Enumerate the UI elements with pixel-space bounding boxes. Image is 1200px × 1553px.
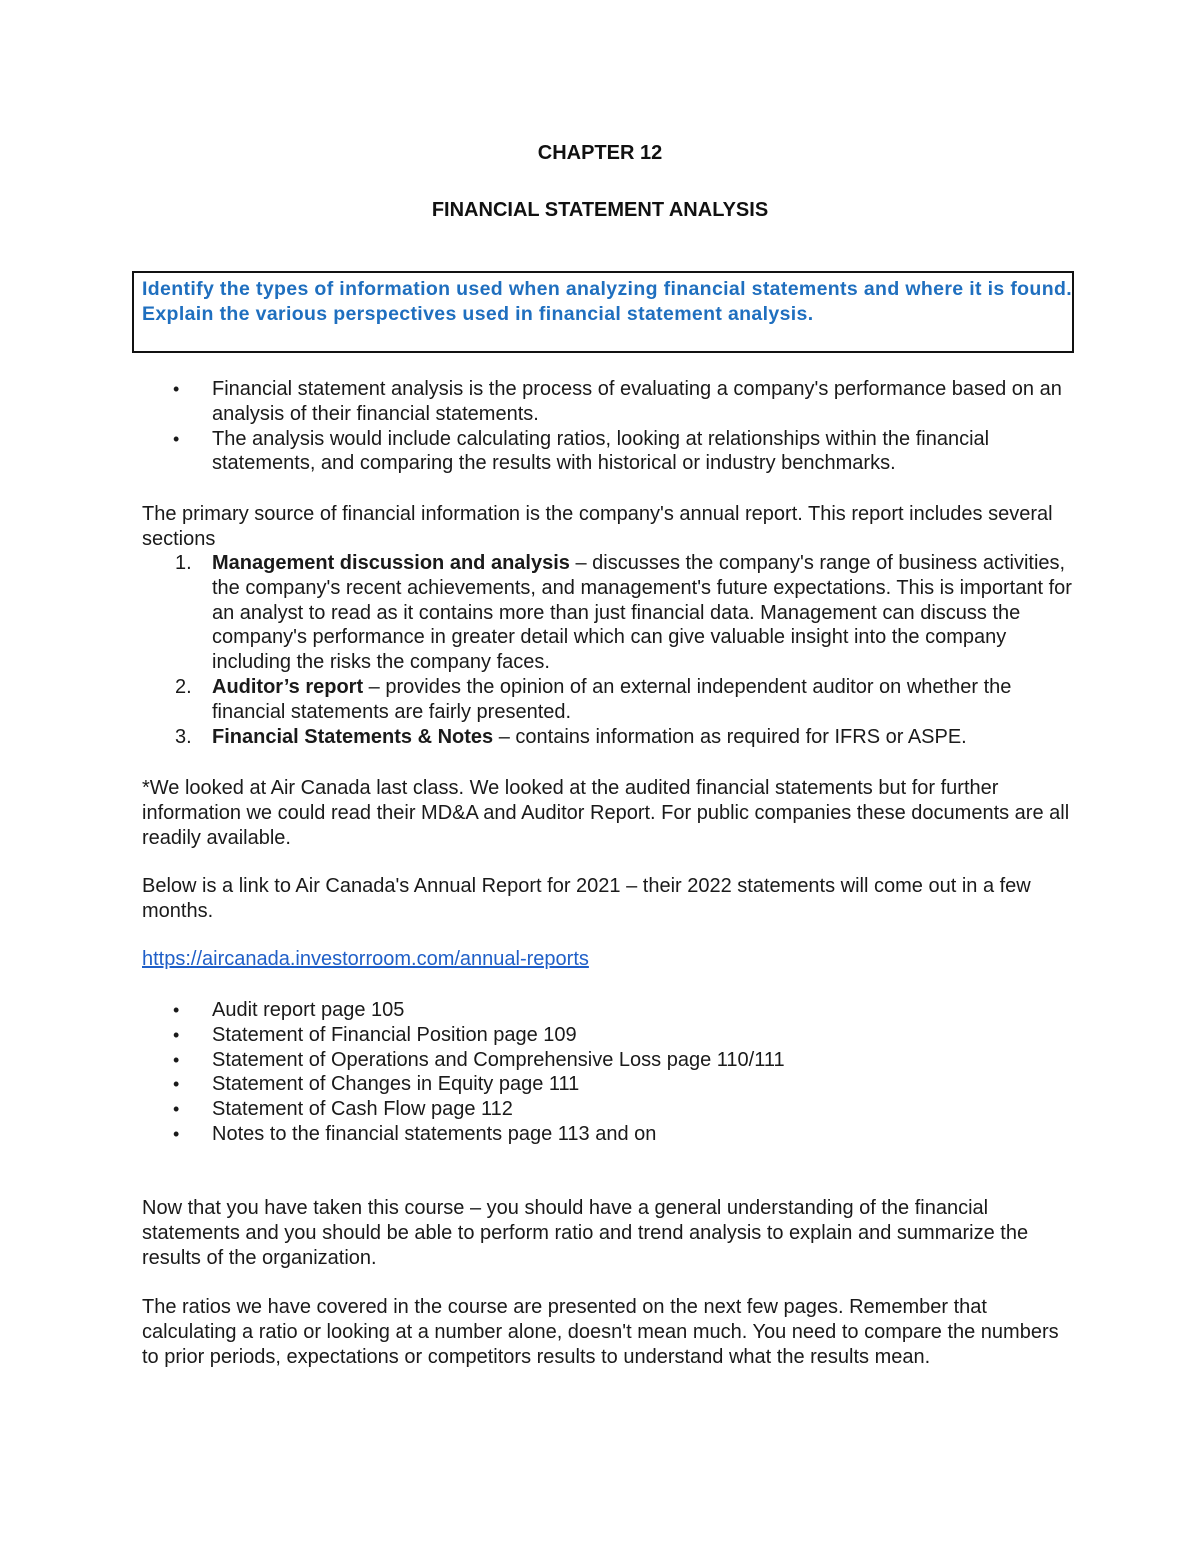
bullet-icon: •: [173, 428, 180, 449]
list-item: [142, 1023, 1072, 1048]
ratios-paragraph: The ratios we have covered in the course are presented on the next few pages. Remember that calculating a ratio or looking at a number alone, doesn't mean much. You need to compare the numbers to prior periods, expectations or competitors results to understand what the results mean.: [142, 1296, 1059, 1368]
bullet-icon: •: [173, 379, 180, 399]
annual-report-note: Below is a link to Air Canada's Annual Report for 2021 – their 2022 statements will come out in a few months.: [142, 875, 1031, 922]
list-item: [142, 1122, 1072, 1147]
list-item: [142, 725, 1072, 750]
list-item-text: Audit report page 105: [212, 999, 405, 1021]
section-description: – contains information as required for IFRS or ASPE.: [493, 725, 967, 748]
learning-objectives-box: [132, 271, 1074, 353]
list-item: [142, 551, 1072, 675]
list-number: 1.: [175, 552, 192, 574]
list-item-text: The analysis would include calculating ratios, looking at relationships within the financial statements, and comparing the results with historical or industry benchmarks.: [212, 427, 990, 475]
source-paragraph: The primary source of financial information is the company's annual report. This report includes several sections: [142, 503, 1053, 550]
learning-objective: Identify the types of information used when analyzing financial statements and where it is found.: [142, 278, 1072, 300]
bullet-icon: •: [173, 1099, 180, 1120]
bullet-icon: •: [173, 1074, 180, 1095]
chapter-heading: CHAPTER 12: [537, 142, 663, 164]
report-pages-list: [142, 998, 1072, 1147]
list-number: 3.: [175, 725, 192, 748]
section-description: – discusses the company's range of business activities, the company's recent achievements, and management's future expectations. This is important for an analyst to read as it contains more than just financial data. Management can discuss the company's performance in greater detail which can give valuable insight into the company including the risks the company faces.: [212, 552, 1072, 674]
list-item: [142, 1048, 1072, 1073]
list-item: [142, 427, 1072, 477]
list-item: [142, 675, 1072, 725]
section-term: Management discussion and analysis: [212, 552, 570, 574]
annual-reports-link[interactable]: https://aircanada.investorroom.com/annual-reports: [142, 948, 589, 970]
list-item-text: Financial statement analysis is the process of evaluating a company's performance based on an analysis of their financial statements.: [212, 378, 1062, 425]
bullet-icon: •: [173, 1024, 180, 1045]
bullet-icon: •: [173, 1049, 180, 1070]
section-term: Auditor’s report: [212, 675, 364, 698]
bullet-icon: •: [173, 1000, 180, 1020]
section-term: Financial Statements & Notes: [212, 725, 494, 748]
list-item: [142, 998, 1072, 1023]
list-item-text: Notes to the financial statements page 113 and on: [212, 1122, 657, 1145]
intro-bullet-list: [142, 377, 1072, 476]
list-item-text: Statement of Cash Flow page 112: [212, 1098, 513, 1121]
course-paragraph: Now that you have taken this course – you should have a general understanding of the financial statements and you should be able to perform ratio and trend analysis to explain and summarize the results of the organization.: [142, 1197, 1029, 1269]
list-item-text: Statement of Changes in Equity page 111: [212, 1073, 580, 1096]
list-item-text: Statement of Financial Position page 109: [212, 1023, 577, 1046]
list-item: [142, 377, 1072, 427]
bullet-icon: •: [173, 1123, 180, 1144]
document-title: FINANCIAL STATEMENT ANALYSIS: [431, 199, 769, 221]
air-canada-note: *We looked at Air Canada last class. We looked at the audited financial statements but for further information we could read their MD&A and Auditor Report. For public companies these documents are all readily available.: [142, 777, 1070, 849]
section-description: – provides the opinion of an external independent auditor on whether the financial statements are fairly presented.: [212, 675, 1012, 723]
list-item: [142, 1072, 1072, 1097]
list-item: [142, 1097, 1072, 1122]
learning-objective: Explain the various perspectives used in financial statement analysis.: [142, 302, 814, 325]
list-number: 2.: [175, 675, 192, 698]
annual-report-sections-list: [142, 551, 1072, 749]
list-item-text: Statement of Operations and Comprehensive Loss page 110/111: [212, 1048, 785, 1071]
